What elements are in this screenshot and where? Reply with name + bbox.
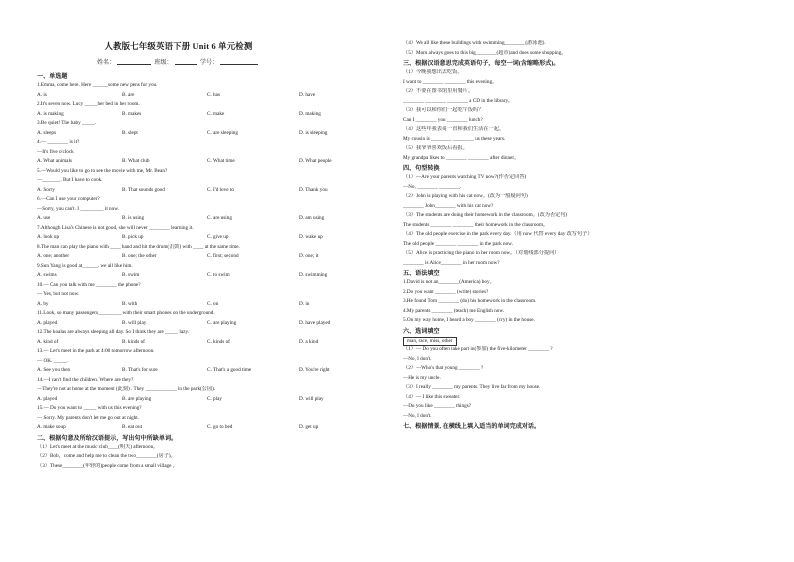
option-d[interactable]: D. What people <box>299 158 332 164</box>
question-stem: 11.Look, so many passengers_________ with their smart phones on the underground. <box>37 310 215 316</box>
option-d[interactable]: D. am using <box>299 215 325 221</box>
question-stem: 5.—Would you like to go to see the movie with me, Mr. Bean? <box>37 167 168 174</box>
question <box>37 348 330 377</box>
option-c[interactable]: C. give up <box>207 234 229 240</box>
option-b[interactable]: B. will play <box>122 319 147 326</box>
choose-item: （1）— Do you often take part in(参加) the five-kilometer ________ ? <box>403 346 553 352</box>
question-stem-reply: — Yes, but not now. <box>37 291 80 297</box>
option-c[interactable]: C. What time <box>207 158 235 164</box>
page-title: 人教版七年级英语下册 Unit 6 单元检测 <box>104 42 253 51</box>
question <box>37 196 325 225</box>
option-a[interactable]: A. played <box>37 319 58 326</box>
option-d[interactable]: D. get up <box>299 424 319 430</box>
grammar-item: 1.David is not an________(America) boy。 <box>403 279 495 285</box>
translation-prompt: （3）我可以和你们一起吃午饭吗？ <box>403 107 484 113</box>
option-d[interactable]: D. have played <box>299 319 331 326</box>
option-d[interactable]: D. Thank you <box>299 186 328 193</box>
option-b[interactable]: B. makes <box>122 110 142 117</box>
option-a[interactable]: A. make soup <box>37 424 66 430</box>
translation-answer: ________ ________ ________ a CD in the library。 <box>403 97 514 104</box>
word-box-row <box>403 337 719 347</box>
option-c[interactable]: C. has <box>207 91 220 98</box>
option-a[interactable]: A. by <box>37 300 49 307</box>
question-stem-reply: —_______. But I have to cook. <box>37 177 103 183</box>
fill-item: （2）Bob，come and help me to clean the two________(房子)。 <box>37 453 176 459</box>
question-stem: 12.The koalas are always sleeping all day. So I think they are _____ lazy. <box>37 329 190 335</box>
option-c[interactable]: C. first; second <box>207 253 239 259</box>
question-stem-reply: —It's five o'clock <box>37 148 74 155</box>
section-heading: 七、根据情景, 在横线上填入适当的单词完成对话。 <box>403 424 541 430</box>
translation-answer: My cousin is ________ ________ us these years. <box>403 135 506 142</box>
option-b[interactable]: B. slept <box>122 129 138 136</box>
left-column <box>37 38 332 472</box>
choose-item: （4）— I like this sweater. <box>403 393 461 400</box>
question-stem: 4.— ________ is it? <box>37 139 80 145</box>
option-c[interactable]: C. are using <box>207 215 232 221</box>
question-options <box>37 253 320 263</box>
question <box>37 101 320 120</box>
right-column <box>403 40 719 432</box>
option-c[interactable]: C. go to bed <box>207 424 233 430</box>
option-b[interactable]: B. one; the other <box>122 253 157 259</box>
option-a[interactable]: A. What animals <box>37 158 72 164</box>
question-options <box>37 339 320 349</box>
question-options <box>37 234 323 244</box>
option-c[interactable]: C. That's a good time <box>207 367 252 373</box>
option-d[interactable]: D. wake up <box>299 234 323 240</box>
option-d[interactable]: D. will play <box>299 395 324 402</box>
option-a[interactable]: A. is <box>37 91 47 98</box>
name-label: 姓名： <box>96 60 115 66</box>
option-a[interactable]: A. played <box>37 395 58 402</box>
question <box>37 262 328 282</box>
question <box>37 82 320 101</box>
transform-item: （2）John is playing with his cat now。(改为一般疑问句) <box>403 193 528 199</box>
choose-item: —He is my uncle. <box>403 374 441 381</box>
option-b[interactable]: B. pick up <box>122 234 144 240</box>
question <box>37 167 328 197</box>
question-stem: 1.Emma, come here. Here ______some new pens for you. <box>37 82 158 88</box>
question-stem-reply: —Sorry, you can't. I _________ it now. <box>37 205 119 212</box>
question <box>37 405 320 434</box>
option-d[interactable]: D. You're right <box>299 367 330 373</box>
option-c[interactable]: C. on <box>207 300 219 307</box>
option-b[interactable]: B. That's for sure <box>122 367 158 373</box>
question-options <box>37 319 331 330</box>
fill-item: （4）We all like these buildings with swimming________(游泳池). <box>403 40 546 46</box>
option-a[interactable]: A. one; another <box>37 253 70 259</box>
transform-item: （1）—Are your parents watching TV now?(作否定回答) <box>403 174 527 180</box>
translation-prompt: （1）今晚我想出去吃饭。 <box>403 69 463 75</box>
question-stem: 6.—Can I use your computer? <box>37 196 100 202</box>
translation-prompt: （5）我爷爷喜欢饭后看报。 <box>403 145 468 151</box>
transform-item: —No, ________ ________. <box>403 183 462 190</box>
grammar-item: 2.Do you want ________ (write) stories? <box>403 288 489 295</box>
grammar-item: 3.He found Tom ________ (do) his homework in the classroom. <box>403 298 537 304</box>
option-d[interactable]: D. in <box>299 300 310 307</box>
question <box>37 282 320 311</box>
option-a[interactable]: A. look up <box>37 234 60 240</box>
question <box>37 244 320 263</box>
question <box>37 120 328 139</box>
transform-item: The students ________ ________ their homework in the classroom。 <box>403 221 549 228</box>
section-heading: 四、句型转换 <box>403 166 440 172</box>
question-options <box>37 215 325 225</box>
question-stem: 3.Be quiet! The baby _____. <box>37 120 97 126</box>
option-b[interactable]: B. are <box>122 91 135 98</box>
question-stem-reply: — OK. _____. <box>37 357 68 364</box>
choose-item: （3）I really ________ my parents. They live far from my house. <box>403 384 541 390</box>
translation-prompt: （4）这些年我表哥一直和我们生活在一起。 <box>403 126 505 132</box>
section-heading: 五、语法填空 <box>403 271 440 277</box>
question-options <box>37 92 320 102</box>
option-a[interactable]: A. Sorry <box>37 186 55 193</box>
option-b[interactable]: B. are playing <box>122 395 152 402</box>
question-stem: 13.— Let's meet in the park at 4:00 tomorrow afternoon. <box>37 348 155 354</box>
translation-answer: I want to ________ ________ this evening。 <box>403 78 498 85</box>
section-heading: 一、单选题 <box>37 74 68 80</box>
option-d[interactable]: D. one; it <box>299 253 319 259</box>
option-c[interactable]: C. make <box>207 110 225 117</box>
question-options <box>37 395 324 406</box>
option-a[interactable]: A. sleeps <box>37 129 57 136</box>
grammar-item: 4.My parents ________ (teach) me English now. <box>403 307 505 314</box>
option-d[interactable]: D. have <box>299 91 316 98</box>
section-heading: 三、根据汉语意思完成英语句子，每空一词(含缩略形式)。 <box>403 61 560 67</box>
option-b[interactable]: B. kinds of <box>122 338 145 345</box>
option-a[interactable]: A. See you then <box>37 367 71 373</box>
option-a[interactable]: A. is making <box>37 110 64 117</box>
question-options <box>37 367 330 377</box>
transform-item: ________ is Alice________ in her room now? <box>403 259 500 266</box>
option-d[interactable]: D. making <box>299 110 321 117</box>
transform-item: （3）The students are doing their homework in the classroom。(改为否定句) <box>403 212 568 218</box>
choose-item: —No, I don't. <box>403 355 432 362</box>
choose-item: —Do you like ________ things? <box>403 403 472 409</box>
transform-item: （4）The old people exercise in the park every day.（用 now 代替 every day 改写句子） <box>403 231 593 237</box>
question-options <box>37 129 328 140</box>
question-stem: 10.— Can you talk with me ________ the phone? <box>37 281 141 288</box>
class-label: 班级： <box>154 60 173 66</box>
question-stem: 9.Sun Yang is good at______. we all like him. <box>37 262 133 269</box>
question-stem: 14.—I can't find the children. Where are they? <box>37 376 134 383</box>
option-c[interactable]: C. are sleeping <box>207 129 238 136</box>
option-b[interactable]: B. What club <box>122 158 150 164</box>
option-c[interactable]: C. play <box>207 395 222 402</box>
option-b[interactable]: B. with <box>122 300 138 307</box>
section-heading: 二、根据句意及所给汉语提示，写出句中所缺单词。 <box>37 435 178 442</box>
grammar-item: 5.On my way home, I heard a boy ________ (cry) in the house. <box>403 317 535 323</box>
option-a[interactable]: A. kind of <box>37 338 59 345</box>
question-stem: 15.— Do you want to _____ with us this evening? <box>37 405 142 411</box>
question-options <box>37 111 320 121</box>
question <box>37 376 324 406</box>
option-b[interactable]: B. That sounds good <box>122 186 165 193</box>
option-b[interactable]: B. eat out <box>122 424 143 430</box>
option-c[interactable]: C. I'd love to <box>207 186 234 193</box>
option-c[interactable]: C. are playing <box>207 319 237 326</box>
option-c[interactable]: C. to swim <box>207 272 230 278</box>
question-options <box>37 272 328 282</box>
transform-item: ________ John________ with his cat now? <box>403 202 494 209</box>
fill-item: （1）Let's meet at the music club____(明天) afternoon。 <box>37 443 159 450</box>
option-d[interactable]: D. is sleeping <box>299 129 328 136</box>
question-stem: 2.It's seven now. Lucy _____her bed in her room. <box>37 101 140 107</box>
transform-item: The old people ________ ________ in the park now. <box>403 240 513 247</box>
option-c[interactable]: C. kinds of <box>207 338 230 345</box>
option-b[interactable]: B. swim <box>122 272 140 278</box>
fill-item: （3）These________(年轻的)people come from a small village 。 <box>37 462 178 469</box>
question <box>37 224 323 244</box>
question-stem: 8.The man can play the piano with ____ hand and hit the drum(击鼓) with ____ at the same time. <box>37 243 240 250</box>
choose-item: —No, I don't. <box>403 412 432 419</box>
question-options <box>37 158 332 168</box>
option-a[interactable]: A. swims <box>37 272 57 278</box>
question-stem: 7.Although Lisa's Chinese is not good, she will never ________ learning it. <box>37 224 194 231</box>
translation-answer: Can I ________ you ________ lunch? <box>403 116 483 123</box>
translation-answer: My grandpa likes to ________ ________ after dinner。 <box>403 154 520 161</box>
fill-item: （5）Mom always goes to this big________(超市)and does some shopping。 <box>403 49 567 56</box>
question <box>37 139 332 168</box>
section-heading: 六、选词填空 <box>403 328 440 335</box>
option-d[interactable]: D. swimming <box>299 272 328 278</box>
option-a[interactable]: A. use <box>37 215 51 221</box>
question <box>37 310 331 329</box>
choose-item: （2）—Who's that young ________ ? <box>403 365 484 371</box>
translation-prompt: （2）不要在图书馆里用餐片。 <box>403 88 474 94</box>
question-options <box>37 424 320 434</box>
option-b[interactable]: B. is using <box>122 215 145 221</box>
option-d[interactable]: D. a kind <box>299 338 319 345</box>
question <box>37 329 320 348</box>
question-options <box>37 186 328 197</box>
word-box: man, race, miss, other <box>403 337 457 346</box>
transform-item: （5）Alice is practicing the piano in her room now。（对划线部分提问） <box>403 250 560 256</box>
question-options <box>37 301 320 311</box>
question-stem-reply: — Sorry. My parents don't let me go out at night. <box>37 414 140 421</box>
question-stem-reply: —They're not at home at the moment (此刻) . They ____________ in the park(公园). <box>37 386 216 392</box>
id-label: 学号： <box>200 60 219 66</box>
